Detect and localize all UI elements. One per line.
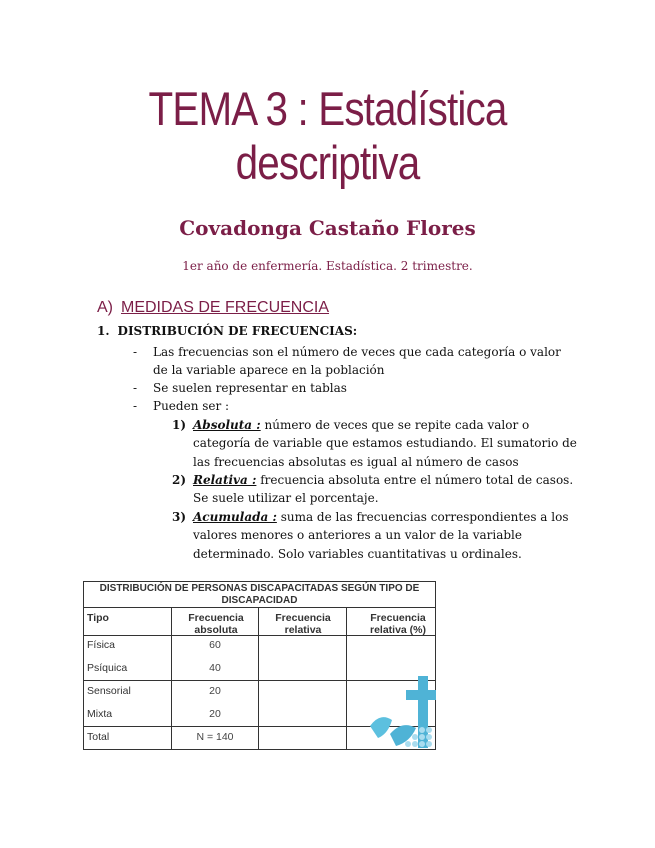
header-frecuencia-relativa-pct: Frecuencia relativa (%) — [369, 612, 427, 636]
table-caption: DISTRIBUCIÓN DE PERSONAS DISCAPACITADAS SEGÚN TIPO DE DISCAPACIDAD — [99, 583, 420, 606]
type-description — [193, 508, 585, 563]
table-column-divider — [346, 608, 347, 749]
table-column-divider — [171, 608, 172, 749]
type-text: frecuencia absoluta entre el número total de casos. Se suele utilizar el porcentaje. — [193, 473, 574, 506]
bullet-text: Se suelen representar en tablas — [153, 381, 347, 395]
type-term: Relativa : — [193, 473, 257, 487]
row-abs: 20 — [209, 685, 221, 697]
header-frecuencia-relativa: Frecuencia relativa — [275, 612, 331, 636]
row-tipo: Psíquica — [87, 662, 128, 674]
row-abs: 40 — [209, 662, 221, 674]
section-title: MEDIDAS DE FRECUENCIA — [121, 299, 330, 316]
subsection-title: DISTRIBUCIÓN DE FRECUENCIAS: — [117, 324, 358, 338]
section-heading — [97, 299, 329, 317]
row-abs: 20 — [209, 708, 221, 720]
type-term: Absoluta : — [193, 418, 261, 432]
header-frecuencia-absoluta: Frecuencia absoluta — [188, 612, 244, 636]
course-subtitle: 1er año de enfermería. Estadística. 2 trimestre. — [182, 259, 473, 273]
table-divider — [84, 607, 435, 608]
type-number: 3) — [172, 510, 187, 524]
row-tipo: Mixta — [87, 708, 113, 720]
bullet-text: Pueden ser : — [153, 399, 230, 413]
decorative-graphic-icon — [370, 676, 436, 748]
type-text: número de veces que se repite cada valor o categoría de variable que estamos estudiando. El sumatorio de las frecuencias absolutas es igual al número de casos — [193, 418, 577, 469]
type-description — [193, 416, 585, 471]
type-description — [193, 471, 585, 508]
row-tipo: Total — [87, 731, 110, 743]
type-term: Acumulada : — [193, 510, 277, 524]
title-line-1: TEMA 3 : Estadística — [148, 82, 507, 135]
page-title — [46, 82, 609, 190]
type-text: suma de las frecuencias correspondientes a los valores menores o anteriores a un valor de la variable determinado. Solo variables cuantitativas u ordinales. — [193, 510, 569, 561]
title-line-2: descriptiva — [235, 136, 420, 189]
section-letter: A) — [97, 299, 113, 316]
row-abs: N = 140 — [196, 731, 234, 743]
bullet-dash: - — [133, 345, 138, 359]
bullet-dash: - — [133, 381, 138, 395]
bullet-text: Las frecuencias son el número de veces que cada categoría o valor de la variable aparece en la población — [153, 345, 561, 378]
row-tipo: Física — [87, 639, 116, 651]
subsection-heading — [97, 324, 357, 338]
header-tipo: Tipo — [87, 612, 109, 624]
bullet-dash: - — [133, 399, 138, 413]
type-number: 1) — [172, 418, 187, 432]
author-name: Covadonga Castaño Flores — [179, 216, 476, 240]
row-tipo: Sensorial — [87, 685, 131, 697]
subsection-number: 1. — [97, 324, 110, 338]
table-column-divider — [258, 608, 259, 749]
type-number: 2) — [172, 473, 187, 487]
row-abs: 60 — [209, 639, 221, 651]
